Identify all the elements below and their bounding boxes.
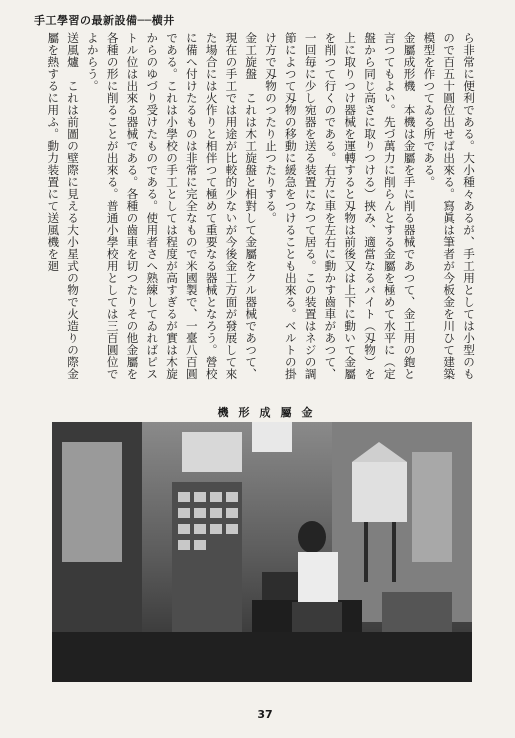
paragraph-2: 金屬成形機 本機は金屬を手に削る器械であつて、金工用の鉋と言つてもよい。先づ萬力に削らんとする金屬を極めて水平に（定盤から同じ高さに取りつける）挾み、適當なるバイト（刄物）を上に取りつけ器械を運轉すると刄物は前後又は上下に動いて金屬を削つて行くのである。右方に車を左右に動かす齒車があつて、一回毎に少し宛器を送る装置になつて居る。この装置はネジの調節によつて刄物の移動に緩急をつけることも出來る。ベルトの掛け方で刄物のつたり止つたりする。 bbox=[264, 32, 417, 380]
workshop-photo-illustration bbox=[52, 422, 472, 682]
page-number: 37 bbox=[257, 708, 273, 721]
body-text bbox=[46, 32, 478, 382]
workshop-photo bbox=[52, 422, 472, 682]
paragraph-1: ら非常に便利である。大小種々あるが、手工用としては小型のもので百五十圓位出せば出來る。寫眞は筆者が今板金を川ひて建築模型を作つてゐる所である。 bbox=[422, 32, 476, 380]
paragraph-4: 送風爐 これは前圖の壁際に見える大小星式の物で火造りの際金屬を熱するに用ふ。動力装置にて送風機を廻 bbox=[46, 32, 81, 380]
paragraph-3: 金工旋盤 これは木工旋盤と相對して金屬をクル器械であつて、現在の手工では用途が比較的少ないが今後金工方面が發展して來た場合には火作りと相伴つて極めて重要なる器械となろう。營校に備へ付けたるものは非常に完全なもので米國製で、一臺八百圓である。これは小學校の手工としては程度が高すぎるが實は木旋からのゆづり受けたものである。使用者さへ熟練してゐればピストル位は出來る器械である。各種の齒車を切つたりその他金屬を各種の形に削ることが出來る。普通小學校用としては三百圓位でよからう。 bbox=[85, 32, 259, 380]
photo-caption: 機形成屬金 bbox=[217, 406, 323, 419]
running-head: 手工學習の最新設備──横井 bbox=[34, 14, 175, 27]
